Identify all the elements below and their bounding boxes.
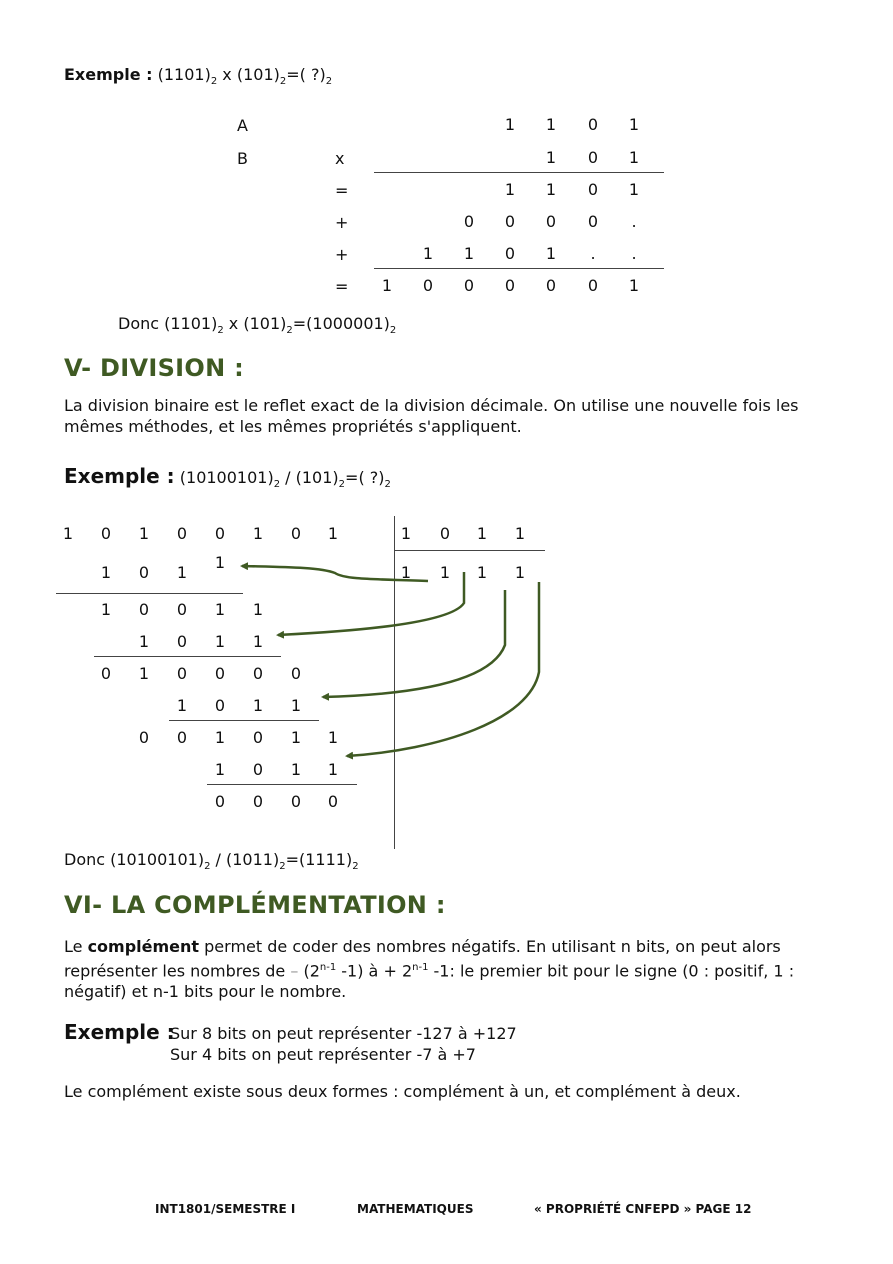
paragraph-text: (2	[298, 961, 320, 981]
digit: 1	[214, 728, 226, 747]
digit: 1	[252, 600, 264, 619]
example-label: Exemple :	[64, 65, 153, 84]
digit: 1	[252, 632, 264, 651]
base-subscript: 2	[325, 76, 333, 88]
digit: 1	[545, 148, 557, 167]
operator-times: x	[335, 149, 345, 168]
digit: 0	[138, 728, 150, 747]
digit: 0	[214, 792, 226, 811]
digit: 0	[100, 664, 112, 683]
digit: 1	[463, 244, 475, 263]
digit: 1	[214, 600, 226, 619]
digit: 0	[176, 632, 188, 651]
paragraph-text: permet de coder des nombres négatifs. En utilisant n bits, on peut alors représenter les nombres de	[64, 937, 781, 981]
expr-text: =( ?)	[286, 65, 326, 84]
digit: 0	[504, 244, 516, 263]
example-label: Exemple :	[64, 464, 175, 488]
digit: 1	[327, 728, 339, 747]
digit: 0	[214, 664, 226, 683]
example3-label: Exemple :	[64, 1020, 175, 1044]
digit: 1	[100, 563, 112, 582]
conclusion-text: Donc (10100101)	[64, 850, 205, 869]
paragraph-text: Le	[64, 937, 88, 956]
digit: 1	[545, 115, 557, 134]
digit: 1	[138, 664, 150, 683]
operator-equals: =	[335, 277, 349, 296]
base-subscript: 2	[352, 861, 359, 873]
digit: 0	[176, 664, 188, 683]
digit: 1	[504, 115, 516, 134]
base-subscript: 2	[273, 479, 281, 491]
digit: 0	[545, 212, 557, 231]
digit: 0	[252, 664, 264, 683]
digit: 0	[252, 760, 264, 779]
digit: 0	[545, 276, 557, 295]
quotient-digit: 1	[400, 563, 412, 582]
base-subscript: 2	[286, 325, 293, 337]
expr-text: (1101)	[157, 65, 211, 84]
conclusion-text: / (1011)	[210, 850, 280, 869]
digit: 0	[290, 664, 302, 683]
arrow-group	[242, 566, 539, 756]
expr-text: / (101)	[280, 468, 339, 487]
base-subscript: 2	[279, 76, 287, 88]
digit: 1	[62, 524, 74, 543]
digit: 1	[327, 524, 339, 543]
example3-line-1: Sur 8 bits on peut représenter -127 à +127	[170, 1024, 517, 1043]
digit: 0	[587, 180, 599, 199]
footer-right: « PROPRIÉTÉ CNFEPD » PAGE 12	[534, 1202, 752, 1216]
digit: 0	[587, 212, 599, 231]
digit: 0	[214, 696, 226, 715]
conclusion-text: =(1000001)	[292, 314, 390, 333]
digit: 0	[290, 524, 302, 543]
section-title-complementation: VI- LA COMPLÉMENTATION :	[64, 891, 446, 919]
digit: .	[590, 244, 596, 263]
conclusion-text: =(1111)	[285, 850, 353, 869]
bold-term: complément	[87, 937, 200, 956]
digit: 1	[252, 524, 264, 543]
digit: 1	[290, 728, 302, 747]
expr-text: =( ?)	[345, 468, 385, 487]
digit: 0	[327, 792, 339, 811]
divisor-digit: 1	[514, 524, 526, 543]
digit: 0	[463, 212, 475, 231]
base-subscript: 2	[210, 76, 218, 88]
digit: 0	[176, 728, 188, 747]
example2-conclusion	[64, 849, 359, 877]
expr-text: x (101)	[217, 65, 280, 84]
divisor-digit: 0	[439, 524, 451, 543]
exponent: n-1	[412, 962, 429, 973]
digit: .	[631, 212, 637, 231]
base-subscript: 2	[204, 861, 211, 873]
row-label-a: A	[237, 116, 248, 135]
digit: 0	[587, 148, 599, 167]
paragraph-text: -1: le premier bit pour le signe (0 : positif, 1 : négatif) et n-1 bits pour le nombre.	[64, 961, 795, 1002]
digit: 1	[422, 244, 434, 263]
digit: 0	[463, 276, 475, 295]
digit: 1	[628, 115, 640, 134]
digit: 1	[176, 696, 188, 715]
quotient-digit: 1	[439, 563, 451, 582]
operator-equals: =	[335, 181, 349, 200]
digit: 1	[176, 563, 188, 582]
digit: 1	[100, 600, 112, 619]
conclusion-text: x (101)	[223, 314, 287, 333]
paragraph-dash: –	[290, 961, 299, 981]
digit: 0	[176, 600, 188, 619]
example3-line-2: Sur 4 bits on peut représenter -7 à +7	[170, 1045, 476, 1064]
complement-paragraph	[64, 936, 834, 1002]
arrow-2	[278, 572, 464, 635]
digit: 1	[381, 276, 393, 295]
digit: .	[631, 244, 637, 263]
arrow-1	[242, 566, 428, 581]
digit: 1	[290, 760, 302, 779]
digit: 0	[422, 276, 434, 295]
digit: 0	[100, 524, 112, 543]
conclusion-text: Donc (1101)	[118, 314, 218, 333]
digit: 0	[252, 728, 264, 747]
exponent: n-1	[319, 962, 337, 973]
digit: 1	[545, 244, 557, 263]
footer-left: INT1801/SEMESTRE I	[155, 1202, 296, 1216]
division-paragraph: La division binaire est le reflet exact de la division décimale. On utilise une nouvelle fois les mêmes méthodes, et les mêmes propriétés s'appliquent.	[64, 396, 799, 436]
digit: 1	[290, 696, 302, 715]
footer-center: MATHEMATIQUES	[357, 1202, 474, 1216]
quotient-digit: 1	[514, 563, 526, 582]
digit: 1	[628, 148, 640, 167]
section-title-division: V- DIVISION :	[64, 354, 245, 382]
base-subscript: 2	[338, 479, 346, 491]
digit: 1	[628, 276, 640, 295]
digit: 0	[252, 792, 264, 811]
quotient-digit: 1	[476, 563, 488, 582]
digit: 1	[252, 696, 264, 715]
digit: 0	[176, 524, 188, 543]
paragraph-text: -1) à + 2	[336, 961, 413, 981]
digit: 1	[214, 632, 226, 651]
operator-plus: +	[335, 245, 349, 264]
digit: 1	[327, 760, 339, 779]
arrow-4	[347, 582, 539, 756]
digit: 1	[214, 553, 226, 572]
base-subscript: 2	[384, 479, 391, 491]
expr-text: (10100101)	[179, 468, 274, 487]
base-subscript: 2	[279, 861, 286, 873]
digit: 1	[628, 180, 640, 199]
base-subscript: 2	[217, 325, 224, 337]
arrow-3	[323, 590, 505, 697]
divisor-digit: 1	[476, 524, 488, 543]
digit: 0	[290, 792, 302, 811]
digit: 0	[138, 563, 150, 582]
digit: 0	[504, 276, 516, 295]
digit: 1	[138, 524, 150, 543]
digit: 1	[214, 760, 226, 779]
digit: 0	[138, 600, 150, 619]
base-subscript: 2	[389, 325, 397, 337]
operator-plus: +	[335, 213, 349, 232]
digit: 0	[587, 115, 599, 134]
digit: 0	[504, 212, 516, 231]
digit: 0	[214, 524, 226, 543]
digit: 1	[504, 180, 516, 199]
digit: 1	[545, 180, 557, 199]
divisor-digit: 1	[400, 524, 412, 543]
digit: 1	[138, 632, 150, 651]
closing-sentence: Le complément existe sous deux formes : complément à un, et complément à deux.	[64, 1082, 741, 1101]
digit: 0	[587, 276, 599, 295]
row-label-b: B	[237, 149, 248, 168]
